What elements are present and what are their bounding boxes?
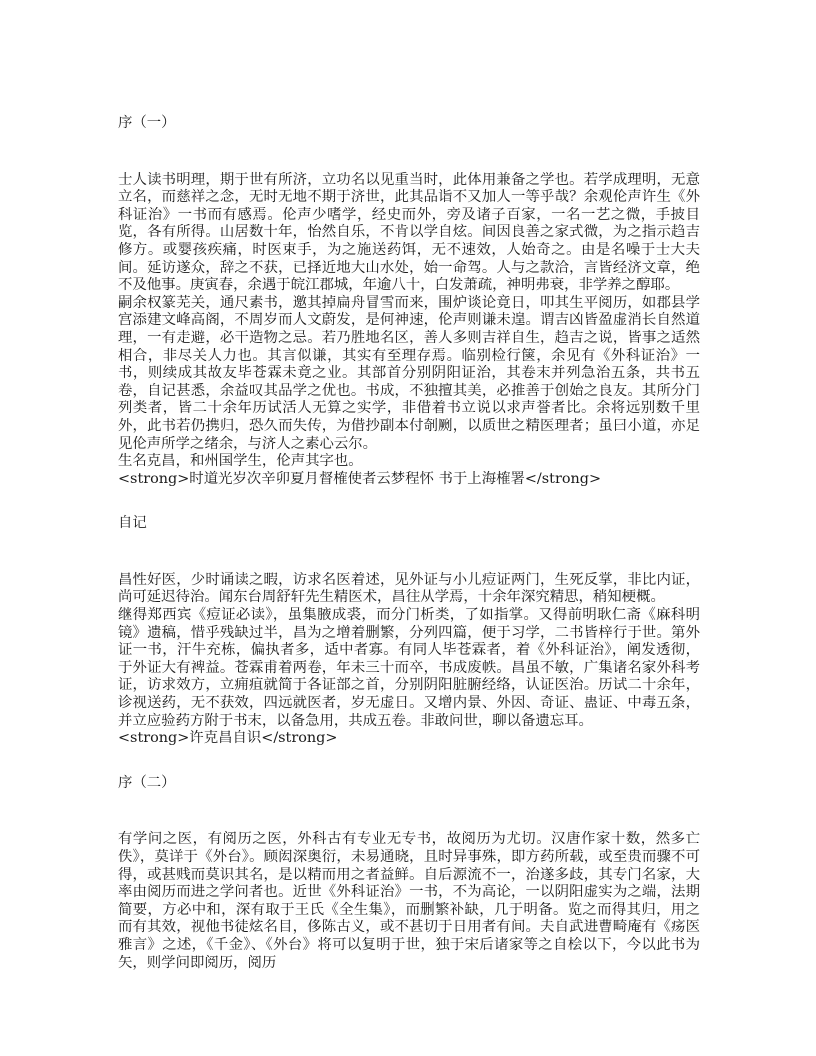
preface-one xyxy=(118,115,700,488)
section-heading: 序（二） xyxy=(118,774,176,791)
document-page xyxy=(118,115,700,972)
section-heading: 自记 xyxy=(118,515,147,532)
signature-line: <strong>时道光岁次辛卯夏月督榷使者云梦程怀 书于上海榷署</strong> xyxy=(118,470,602,487)
paragraph: 士人读书明理，期于世有所济，立功名以见重当时，此体用兼备之学也。若学成理明，无意立名，而慈祥之念，无时无地不期于济世，此其品诣不又加人一等乎哉？余观伦声许生《外科证治》一书而有感焉。伦声少嗜学，经史而外，旁及诸子百家，一名一艺之微，手披目览，各有所得。山居数十年，怡然自乐，不肯以学自炫。间因良善之家式微，为之指示趋吉修方。或婴孩疾痛，时医束手，为之施送药饵，无不速效，人始奇之。由是名噪于士大夫间。延访遂众，辞之不获，已择近地大山水处，始一命驾。人与之款洽，言皆经济文章，绝不及他事。庚寅春，余遇于皖江郡城，年逾八十，白发萧疏，神明弗衰，非学养之醇耶。 xyxy=(118,171,700,294)
paragraph: 昌性好医，少时诵读之暇，访求名医着述，见外证与小儿痘证两门，生死反掌，非比内证，尚可延迟待治。闻东台周舒轩先生精医术，昌往从学焉，十余年深究精思，稍知梗概。 xyxy=(118,571,700,606)
paragraph: 继得郑西宾《痘证必读》，虽集腋成裘，而分门析类，了如指掌。又得前明耿仁斋《麻科明镜》遗稿，惜乎残缺过半，昌为之增着删繁，分列四篇，便于习学，二书皆梓行于世。第外证一书，汗牛充栋，偏执者多，适中者寡。有同人毕苍霖者，着《外科证治》，阐发透彻，于外证大有裨益。苍霖甫着两卷，年未三十而卒，书成废帙。昌虽不敏，广集诸名家外科考证，访求效方，立痈疽就简于各证部之首，分别阴阳脏腑经络，认证医治。历试二十余年，诊视送药，无不获效，四远就医者，岁无虚日。又增内景、外因、奇证、蛊证、中毒五条，并立应验药方附于书末，以备急用，共成五卷。非敢问世，聊以备遗忘耳。 xyxy=(118,607,700,729)
author-note xyxy=(118,515,700,748)
preface-two xyxy=(118,775,700,972)
signature-line: <strong>许克昌自识</strong> xyxy=(118,730,338,747)
paragraph: 生名克昌，和州国学生，伦声其字也。 xyxy=(118,453,363,470)
paragraph: 有学问之医，有阅历之医，外科古有专业无专书，故阅历为尤切。汉唐作家十数，然多亡佚》，莫详于《外台》。顾闳深奥衍，未易通晓，且时异事殊，即方药所载，或至贵而骤不可得，或甚贱而莫识其名，是以精而用之者益鲜。自后源流不一，治遂多歧，其专门名家，大率由阅历而进之学问者也。近世《外科证治》一书，不为高论，一以阴阳虚实为之端，法期简要，方必中和，深有取于王氏《全生集》，而删繁补缺，几于明备。览之而得其归，用之而有其效，视他书徒炫名目，侈陈古义，或不甚切于日用者有间。夫自武进曹畸庵有《疡医雅言》之述，《千金》、《外台》将可以复明于世，独于宋后诸家等之自桧以下，今以此书为矢，则学问即阅历，阅历 xyxy=(118,831,700,971)
section-heading: 序（一） xyxy=(118,115,176,131)
paragraph: 嗣余权篆芜关，通尺素书，邀其掉扁舟冒雪而来，围炉谈论竟日，叩其生平阅历，如郡县学宫添建文峰高阁，不周岁而人文蔚发，是何神速，伦声则谦未遑。谓吉凶皆盈虚消长自然道理，一有走避，必干造物之忌。若乃胜地名区，善人多则吉祥自生，趋吉之说，皆事之适然相合，非尽关人力也。其言似谦，其实有至理存焉。临别检行箧，余见有《外科证治》一书，则续成其故友毕苍霖未竟之业。其部首分别阴阳证治，其卷末并列急治五条，共书五卷，自记甚悉，余益叹其品学之优也。书成，不独擅其美，必推善于创始之良友。其所分门列类者，皆二十余年历试活人无算之实学，非借着书立说以求声誉者比。余将远别数千里外，此书若仍携归，恐久而失传，为借抄副本付剞劂，以质世之精医理者；虽曰小道，亦足见伦声所学之绪余，与济人之素心云尔。 xyxy=(118,294,700,452)
